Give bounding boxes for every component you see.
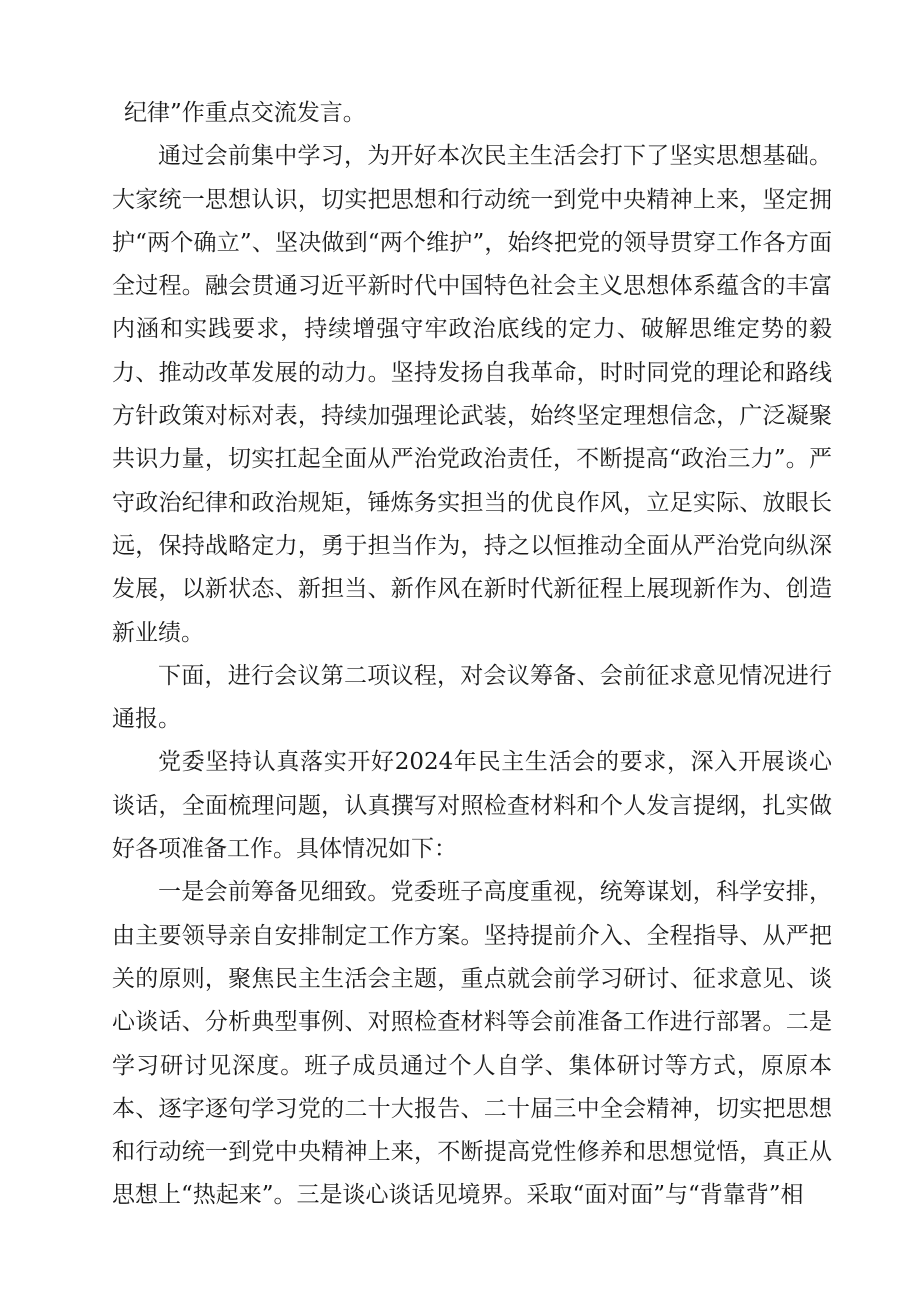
paragraph-1: 纪律”作重点交流发言。: [124, 100, 366, 126]
document-page: [112, 92, 832, 1218]
paragraph-2: 通过会前集中学习，为开好本次民主生活会打下了坚实思想基础。大家统一思想认识，切实把思想和行动统一到党中央精神上来，坚定拥护“两个确立”、坚决做到“两个维护”，始终把党的领导贯穿工作各方面全过程。融会贯通习近平新时代中国特色社会主义思想体系蕴含的丰富内涵和实践要求，持续增强守牢政治底线的定力、破解思维定势的毅力、推动改革发展的动力。坚持发扬自我革命，时时同党的理论和路线方针政策对标对表，持续加强理论武装，始终坚定理想信念，广泛凝聚共识力量，切实扛起全面从严治党政治责任，不断提高“政治三力”。严守政治纪律和政治规矩，锤炼务实担当的优良作风，立足实际、放眼长远，保持战略定力，勇于担当作为，持之以恒推动全面从严治党向纵深发展，以新状态、新担当、新作风在新时代新征程上展现新作为、创造新业绩。: [112, 143, 832, 646]
paragraph-4: 党委坚持认真落实开好2024年民主生活会的要求，深入开展谈心谈话，全面梳理问题，认真撰写对照检查材料和个人发言提纲，扎实做好各项准备工作。具体情况如下：: [112, 749, 832, 863]
paragraph-3: 下面，进行会议第二项议程，对会议筹备、会前征求意见情况进行通报。: [112, 662, 832, 733]
paragraph-5: 一是会前筹备见细致。党委班子高度重视，统筹谋划，科学安排，由主要领导亲自安排制定工作方案。坚持提前介入、全程指导、从严把关的原则，聚焦民主生活会主题，重点就会前学习研讨、征求意见、谈心谈话、分析典型事例、对照检查材料等会前准备工作进行部署。二是学习研讨见深度。班子成员通过个人自学、集体研讨等方式，原原本本、逐字逐句学习党的二十大报告、二十届三中全会精神，切实把思想和行动统一到党中央精神上来，不断提高党性修养和思想觉悟，真正从思想上“热起来”。三是谈心谈话见境界。采取“面对面”与“背靠背”相: [112, 879, 832, 1209]
